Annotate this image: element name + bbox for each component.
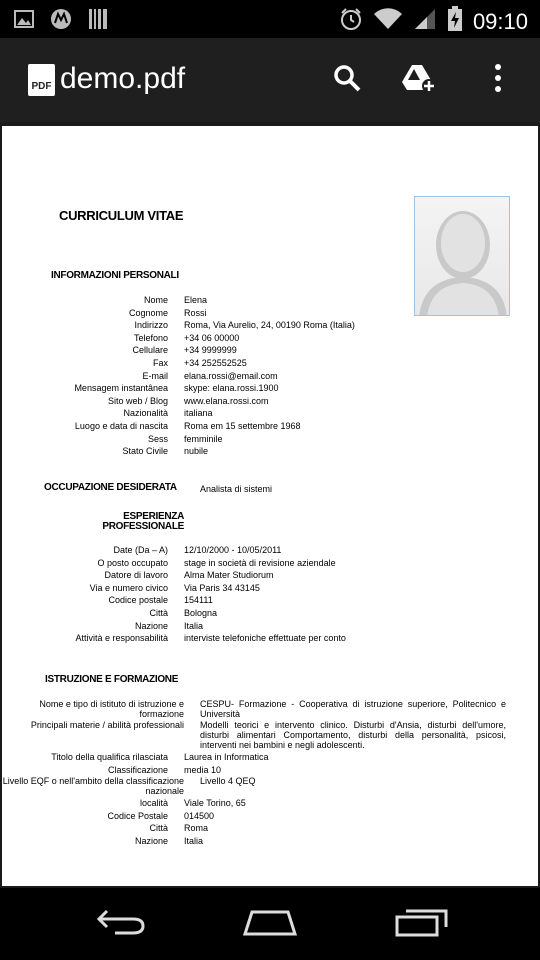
eqf-label: Livello EQF o nell'ambito della classificazione nazionale: [2, 776, 184, 796]
experience-field-label: Via e numero civico: [89, 582, 168, 593]
subjects-row: [2, 720, 538, 750]
education-field-row: [2, 835, 490, 848]
experience-field-row: [2, 582, 490, 595]
app-bar: [0, 38, 540, 122]
personal-field-row: [2, 407, 490, 420]
experience-field-value: Bologna: [184, 607, 218, 618]
barcode-icon: [88, 8, 108, 35]
personal-field-row: [2, 319, 490, 332]
personal-field-row: [2, 433, 490, 446]
education-field-value: Roma: [184, 823, 209, 834]
status-bar: [0, 0, 540, 38]
personal-field-value: +34 9999999: [184, 345, 237, 356]
education-field-label: Classificazione: [107, 764, 168, 775]
experience-field-row: [2, 569, 490, 582]
education-field-value: media 10: [184, 764, 222, 775]
personal-info-heading: INFORMAZIONI PERSONALI: [51, 270, 179, 281]
image-icon: [14, 10, 34, 33]
experience-field-label: Città: [149, 607, 168, 618]
pdf-file-icon: PDF: [28, 64, 55, 96]
recents-button[interactable]: [392, 904, 452, 944]
personal-field-value: +34 252552525: [184, 357, 247, 368]
occupation-value: Analista di sistemi: [200, 484, 273, 494]
personal-field-label: Luogo e data di nascita: [74, 420, 168, 431]
experience-field-value: Via Paris 34 43145: [184, 582, 260, 593]
personal-field-label: Cognome: [128, 307, 168, 318]
education-field-row: [2, 764, 490, 777]
home-icon: [242, 907, 298, 942]
personal-field-value: skype: elana.rossi.1900: [184, 383, 279, 394]
personal-field-value: Elena: [184, 295, 208, 305]
search-icon: [332, 63, 362, 98]
personal-field-label: E-mail: [142, 370, 168, 381]
cv-title: CURRICULUM VITAE: [59, 208, 184, 223]
personal-field-label: Telefono: [133, 332, 168, 343]
add-to-drive-button[interactable]: [399, 60, 439, 100]
personal-field-row: [2, 395, 490, 408]
education-list-1: [2, 751, 490, 776]
personal-field-row: [2, 332, 490, 345]
experience-list: [2, 544, 490, 645]
education-field-label: Codice Postale: [107, 810, 168, 821]
experience-field-row: [2, 620, 490, 633]
experience-field-value: Alma Mater Studiorum: [184, 570, 274, 581]
education-list-2: [2, 797, 490, 847]
experience-field-value: stage in società di revisione aziendale: [184, 557, 336, 568]
personal-field-row: [2, 420, 490, 433]
personal-field-label: Sito web / Blog: [107, 395, 168, 406]
personal-field-value: Roma em 15 settembre 1968: [184, 420, 301, 431]
occupation-heading: OCCUPAZIONE DESIDERATA: [44, 482, 177, 493]
personal-field-label: Stato Civile: [122, 446, 168, 457]
overflow-menu-button[interactable]: [478, 60, 518, 100]
pdf-viewer[interactable]: [0, 122, 540, 888]
experience-field-value: 154111: [184, 595, 213, 606]
experience-field-label: Codice postale: [108, 595, 168, 606]
personal-field-row: [2, 307, 490, 320]
experience-field-row: [2, 632, 490, 645]
education-field-value: Italia: [184, 835, 204, 846]
back-button[interactable]: [90, 904, 150, 944]
education-field-row: [2, 810, 490, 823]
personal-field-label: Fax: [152, 357, 168, 368]
personal-field-row: [2, 445, 490, 458]
education-field-label: Città: [149, 823, 168, 834]
alarm-icon: [339, 7, 363, 36]
education-field-label: località: [139, 798, 168, 808]
education-field-row: [2, 751, 490, 764]
navigation-bar: [0, 888, 540, 960]
education-field-row: [2, 797, 490, 810]
experience-field-row: [2, 607, 490, 620]
document-title: demo.pdf: [60, 62, 186, 95]
education-field-label: Nazione: [134, 835, 168, 846]
education-field-value: Laurea in Informatica: [184, 752, 269, 762]
personal-field-row: [2, 344, 490, 357]
personal-field-value: Rossi: [184, 307, 207, 318]
personal-info-list: [2, 294, 490, 458]
personal-field-row: [2, 357, 490, 370]
personal-field-value: italiana: [184, 408, 213, 419]
subjects-value: Modelli teorici e intervento clinico. Disturbi d'Ansia, disturbi dell'umore, disturbi alimentari Comportamento, disturbi della personalità, psicosi, interventi nei bambini e negli adolescenti.: [200, 720, 506, 750]
motorola-icon: [50, 8, 72, 35]
education-field-value: 014500: [184, 810, 215, 821]
personal-field-value: Roma, Via Aurelio, 24, 00190 Roma (Italia): [184, 320, 355, 331]
personal-field-row: [2, 294, 490, 307]
education-field-label: Titolo della qualifica rilasciata: [51, 752, 168, 762]
experience-heading: [2, 512, 184, 532]
experience-field-label: Nazione: [134, 620, 168, 631]
experience-field-value: interviste telefoniche effettuate per conto: [184, 633, 346, 644]
experience-field-row: [2, 557, 490, 570]
recents-icon: [394, 907, 450, 942]
personal-field-value: femminile: [184, 433, 223, 444]
eqf-value: Livello 4 QEQ: [200, 776, 256, 786]
personal-field-value: +34 06 00000: [184, 332, 240, 343]
personal-field-label: Cellulare: [132, 345, 168, 356]
drive-add-icon: [402, 63, 436, 98]
experience-field-label: Datore di lavoro: [104, 570, 168, 581]
status-time: 09:10: [472, 8, 528, 34]
personal-field-value: elana.rossi@email.com: [184, 370, 278, 381]
search-button[interactable]: [327, 60, 367, 100]
experience-field-row: [2, 594, 490, 607]
experience-field-label: Date (Da – A): [113, 545, 168, 555]
back-icon: [93, 907, 147, 942]
experience-field-row: [2, 544, 490, 557]
personal-field-row: [2, 382, 490, 395]
subjects-label: Principali materie / abilità professionali: [30, 720, 184, 730]
home-button[interactable]: [240, 904, 300, 944]
education-heading: ISTRUZIONE E FORMAZIONE: [45, 674, 179, 685]
institute-value: CESPU- Formazione - Cooperativa di istruzione superiore, Politecnico e Università: [200, 699, 506, 719]
experience-heading-line1: ESPERIENZA: [123, 511, 184, 522]
institute-row: [2, 699, 538, 721]
personal-field-label: Nome: [143, 295, 168, 305]
education-field-value: Viale Torino, 65: [184, 798, 246, 808]
experience-field-value: Italia: [184, 620, 204, 631]
wifi-icon: [373, 7, 403, 36]
signal-icon: [413, 7, 437, 36]
overflow-menu-icon: [494, 63, 502, 98]
experience-heading-line2: PROFESSIONALE: [102, 521, 184, 532]
personal-field-label: Indirizzo: [134, 320, 168, 331]
personal-field-label: Nazionalità: [123, 408, 168, 419]
experience-field-label: O posto occupato: [97, 557, 168, 568]
personal-field-row: [2, 370, 490, 383]
institute-label: Nome e tipo di istituto di istruzione e formazione: [39, 699, 184, 719]
education-field-row: [2, 822, 490, 835]
personal-field-label: Mensagem instantânea: [74, 383, 168, 394]
pdf-page[interactable]: [2, 126, 538, 886]
personal-field-value: www.elana.rossi.com: [184, 395, 269, 406]
battery-charging-icon: [447, 6, 463, 37]
personal-field-label: Sess: [147, 433, 168, 444]
personal-field-value: nubile: [184, 446, 209, 457]
experience-field-label: Attività e responsabilità: [75, 633, 168, 644]
experience-field-value: 12/10/2000 - 10/05/2011: [184, 545, 282, 555]
eqf-row: [2, 776, 538, 798]
